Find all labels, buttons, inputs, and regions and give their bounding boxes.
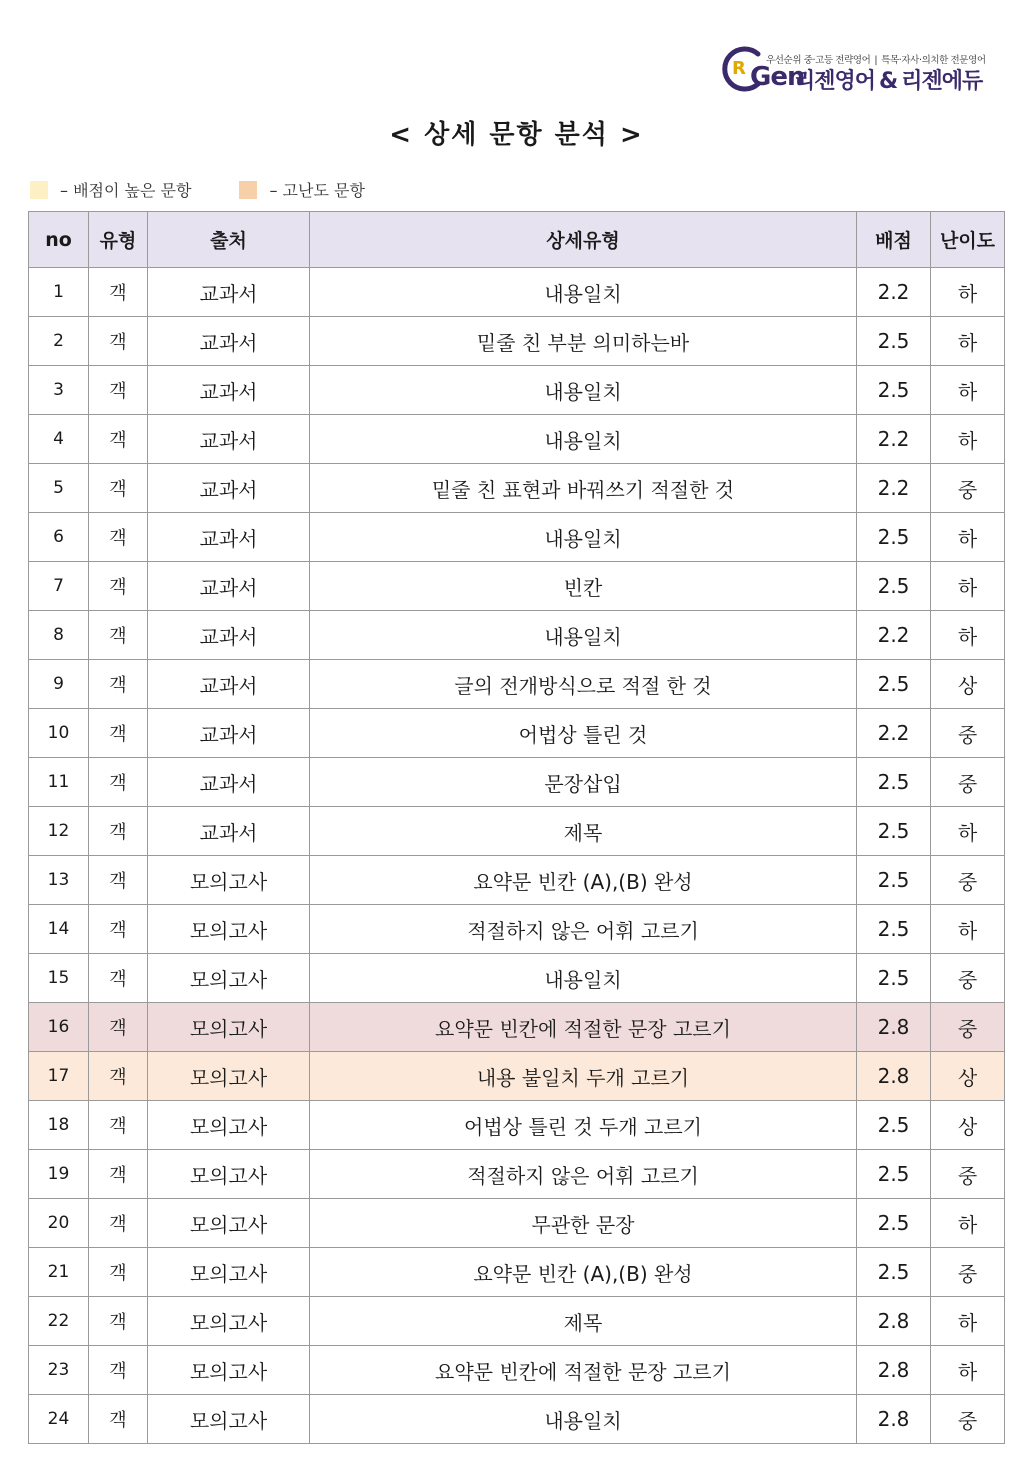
legend-item-high-score: [30, 178, 191, 201]
header-source: 출처: [148, 212, 310, 268]
cell-no: 17: [29, 1052, 89, 1101]
legend-item-hard: [239, 178, 364, 201]
cell-level: 하: [931, 317, 1005, 366]
header-type: 유형: [89, 212, 148, 268]
cell-level: 하: [931, 611, 1005, 660]
cell-no: 5: [29, 464, 89, 513]
table-body: [29, 268, 1005, 1444]
cell-type: 객: [89, 513, 148, 562]
cell-type: 객: [89, 611, 148, 660]
cell-level: 하: [931, 905, 1005, 954]
cell-source: 모의고사: [148, 905, 310, 954]
header-score: 배점: [857, 212, 931, 268]
cell-score: 2.8: [857, 1052, 931, 1101]
cell-type: 객: [89, 807, 148, 856]
legend: [30, 178, 413, 201]
analysis-table: [28, 211, 1005, 1444]
table-row: [29, 513, 1005, 562]
cell-level: 중: [931, 758, 1005, 807]
table-row: [29, 660, 1005, 709]
cell-no: 2: [29, 317, 89, 366]
cell-detail: 어법상 틀린 것: [310, 709, 857, 758]
header-no: no: [29, 212, 89, 268]
cell-score: 2.2: [857, 611, 931, 660]
cell-score: 2.5: [857, 1199, 931, 1248]
cell-detail: 요약문 빈칸에 적절한 문장 고르기: [310, 1346, 857, 1395]
cell-score: 2.2: [857, 464, 931, 513]
cell-source: 모의고사: [148, 1199, 310, 1248]
table-row: [29, 562, 1005, 611]
cell-score: 2.5: [857, 856, 931, 905]
logo-brand-right: 리젠에듀: [901, 69, 983, 94]
svg-text:R: R: [732, 58, 746, 79]
cell-source: 교과서: [148, 317, 310, 366]
legend-label-high-score: – 배점이 높은 문항: [60, 181, 192, 200]
cell-no: 23: [29, 1346, 89, 1395]
cell-score: 2.5: [857, 317, 931, 366]
cell-type: 객: [89, 1248, 148, 1297]
cell-source: 교과서: [148, 268, 310, 317]
cell-no: 13: [29, 856, 89, 905]
logo-gen-text: Gen: [750, 62, 805, 92]
cell-level: 상: [931, 660, 1005, 709]
cell-source: 모의고사: [148, 954, 310, 1003]
cell-level: 상: [931, 1052, 1005, 1101]
cell-level: 중: [931, 1003, 1005, 1052]
table-row: [29, 807, 1005, 856]
cell-level: 하: [931, 1346, 1005, 1395]
cell-detail: 요약문 빈칸 (A),(B) 완성: [310, 1248, 857, 1297]
cell-type: 객: [89, 905, 148, 954]
cell-no: 1: [29, 268, 89, 317]
cell-score: 2.8: [857, 1346, 931, 1395]
cell-level: 중: [931, 709, 1005, 758]
cell-no: 4: [29, 415, 89, 464]
cell-no: 12: [29, 807, 89, 856]
cell-source: 모의고사: [148, 856, 310, 905]
table-row: [29, 1101, 1005, 1150]
cell-detail: 내용일치: [310, 415, 857, 464]
table-row: [29, 317, 1005, 366]
cell-level: 하: [931, 562, 1005, 611]
cell-no: 16: [29, 1003, 89, 1052]
cell-type: 객: [89, 1150, 148, 1199]
cell-score: 2.2: [857, 268, 931, 317]
brand-logo: [722, 42, 1002, 94]
cell-score: 2.2: [857, 415, 931, 464]
cell-type: 객: [89, 268, 148, 317]
logo-tagline-right: 특목·자사·의치한 전문영어: [881, 55, 986, 66]
cell-source: 교과서: [148, 366, 310, 415]
cell-no: 8: [29, 611, 89, 660]
logo-brand-name: [794, 64, 982, 95]
cell-type: 객: [89, 758, 148, 807]
cell-detail: 내용일치: [310, 513, 857, 562]
cell-detail: 제목: [310, 807, 857, 856]
table-row: [29, 1297, 1005, 1346]
cell-detail: 밑줄 친 부분 의미하는바: [310, 317, 857, 366]
cell-level: 상: [931, 1101, 1005, 1150]
cell-score: 2.5: [857, 366, 931, 415]
header-detail: 상세유형: [310, 212, 857, 268]
cell-source: 모의고사: [148, 1052, 310, 1101]
table-row: [29, 1395, 1005, 1444]
cell-detail: 문장삽입: [310, 758, 857, 807]
cell-source: 교과서: [148, 415, 310, 464]
table-row: [29, 611, 1005, 660]
cell-detail: 무관한 문장: [310, 1199, 857, 1248]
cell-level: 하: [931, 513, 1005, 562]
cell-level: 중: [931, 1150, 1005, 1199]
cell-level: 하: [931, 415, 1005, 464]
cell-no: 15: [29, 954, 89, 1003]
page-title: < 상세 문항 분석 >: [389, 120, 644, 150]
cell-source: 교과서: [148, 709, 310, 758]
cell-no: 18: [29, 1101, 89, 1150]
cell-source: 모의고사: [148, 1346, 310, 1395]
cell-score: 2.5: [857, 807, 931, 856]
table-row: [29, 856, 1005, 905]
cell-detail: 요약문 빈칸에 적절한 문장 고르기: [310, 1003, 857, 1052]
cell-type: 객: [89, 1101, 148, 1150]
cell-detail: 어법상 틀린 것 두개 고르기: [310, 1101, 857, 1150]
table-row: [29, 709, 1005, 758]
cell-source: 교과서: [148, 562, 310, 611]
cell-type: 객: [89, 1003, 148, 1052]
cell-detail: 내용일치: [310, 1395, 857, 1444]
cell-level: 하: [931, 1297, 1005, 1346]
cell-detail: 밑줄 친 표현과 바꿔쓰기 적절한 것: [310, 464, 857, 513]
table-row: [29, 1003, 1005, 1052]
cell-detail: 제목: [310, 1297, 857, 1346]
cell-no: 6: [29, 513, 89, 562]
cell-detail: 빈칸: [310, 562, 857, 611]
cell-type: 객: [89, 856, 148, 905]
cell-detail: 요약문 빈칸 (A),(B) 완성: [310, 856, 857, 905]
cell-score: 2.5: [857, 562, 931, 611]
cell-level: 중: [931, 856, 1005, 905]
cell-level: 하: [931, 1199, 1005, 1248]
table-row: [29, 268, 1005, 317]
cell-no: 24: [29, 1395, 89, 1444]
cell-score: 2.5: [857, 1150, 931, 1199]
cell-detail: 내용일치: [310, 954, 857, 1003]
logo-brand-left: 리젠영어: [794, 69, 876, 94]
cell-type: 객: [89, 562, 148, 611]
table-header-row: [29, 212, 1005, 268]
cell-source: 모의고사: [148, 1150, 310, 1199]
table-row: [29, 415, 1005, 464]
cell-type: 객: [89, 366, 148, 415]
cell-type: 객: [89, 1297, 148, 1346]
cell-detail: 내용일치: [310, 268, 857, 317]
legend-swatch-high-score: [30, 181, 48, 199]
cell-score: 2.5: [857, 660, 931, 709]
cell-detail: 적절하지 않은 어휘 고르기: [310, 1150, 857, 1199]
table-row: [29, 1248, 1005, 1297]
cell-level: 중: [931, 464, 1005, 513]
cell-source: 모의고사: [148, 1101, 310, 1150]
cell-no: 9: [29, 660, 89, 709]
table-row: [29, 758, 1005, 807]
cell-source: 교과서: [148, 611, 310, 660]
cell-score: 2.5: [857, 1248, 931, 1297]
logo-tagline-left: 우선순위 중·고등 전략영어: [766, 55, 871, 66]
cell-type: 객: [89, 317, 148, 366]
cell-detail: 내용 불일치 두개 고르기: [310, 1052, 857, 1101]
table-row: [29, 464, 1005, 513]
cell-detail: 적절하지 않은 어휘 고르기: [310, 905, 857, 954]
cell-level: 중: [931, 954, 1005, 1003]
cell-level: 하: [931, 366, 1005, 415]
cell-source: 모의고사: [148, 1003, 310, 1052]
cell-type: 객: [89, 709, 148, 758]
cell-no: 11: [29, 758, 89, 807]
cell-no: 10: [29, 709, 89, 758]
table-row: [29, 1199, 1005, 1248]
cell-level: 중: [931, 1395, 1005, 1444]
cell-type: 객: [89, 1395, 148, 1444]
cell-detail: 내용일치: [310, 366, 857, 415]
cell-score: 2.8: [857, 1297, 931, 1346]
cell-no: 22: [29, 1297, 89, 1346]
table-row: [29, 954, 1005, 1003]
cell-source: 모의고사: [148, 1248, 310, 1297]
cell-score: 2.5: [857, 1101, 931, 1150]
cell-score: 2.5: [857, 758, 931, 807]
cell-source: 교과서: [148, 758, 310, 807]
table-row: [29, 366, 1005, 415]
logo-tagline-separator: |: [874, 55, 878, 66]
logo-ampersand: &: [879, 69, 898, 94]
cell-source: 교과서: [148, 807, 310, 856]
cell-level: 하: [931, 268, 1005, 317]
table-row: [29, 905, 1005, 954]
table-row: [29, 1150, 1005, 1199]
cell-source: 모의고사: [148, 1297, 310, 1346]
cell-no: 14: [29, 905, 89, 954]
cell-score: 2.8: [857, 1003, 931, 1052]
cell-source: 교과서: [148, 660, 310, 709]
cell-score: 2.8: [857, 1395, 931, 1444]
cell-no: 20: [29, 1199, 89, 1248]
cell-no: 19: [29, 1150, 89, 1199]
cell-source: 모의고사: [148, 1395, 310, 1444]
cell-type: 객: [89, 1199, 148, 1248]
cell-no: 7: [29, 562, 89, 611]
legend-label-hard: – 고난도 문항: [269, 181, 365, 200]
cell-type: 객: [89, 660, 148, 709]
cell-source: 교과서: [148, 464, 310, 513]
header-level: 난이도: [931, 212, 1005, 268]
cell-level: 하: [931, 807, 1005, 856]
cell-type: 객: [89, 954, 148, 1003]
cell-score: 2.2: [857, 709, 931, 758]
cell-type: 객: [89, 1346, 148, 1395]
cell-score: 2.5: [857, 513, 931, 562]
cell-level: 중: [931, 1248, 1005, 1297]
cell-no: 21: [29, 1248, 89, 1297]
cell-score: 2.5: [857, 954, 931, 1003]
table-row: [29, 1052, 1005, 1101]
table-row: [29, 1346, 1005, 1395]
cell-no: 3: [29, 366, 89, 415]
cell-type: 객: [89, 464, 148, 513]
cell-score: 2.5: [857, 905, 931, 954]
cell-type: 객: [89, 415, 148, 464]
cell-source: 교과서: [148, 513, 310, 562]
legend-swatch-hard: [239, 181, 257, 199]
cell-detail: 내용일치: [310, 611, 857, 660]
cell-detail: 글의 전개방식으로 적절 한 것: [310, 660, 857, 709]
cell-type: 객: [89, 1052, 148, 1101]
